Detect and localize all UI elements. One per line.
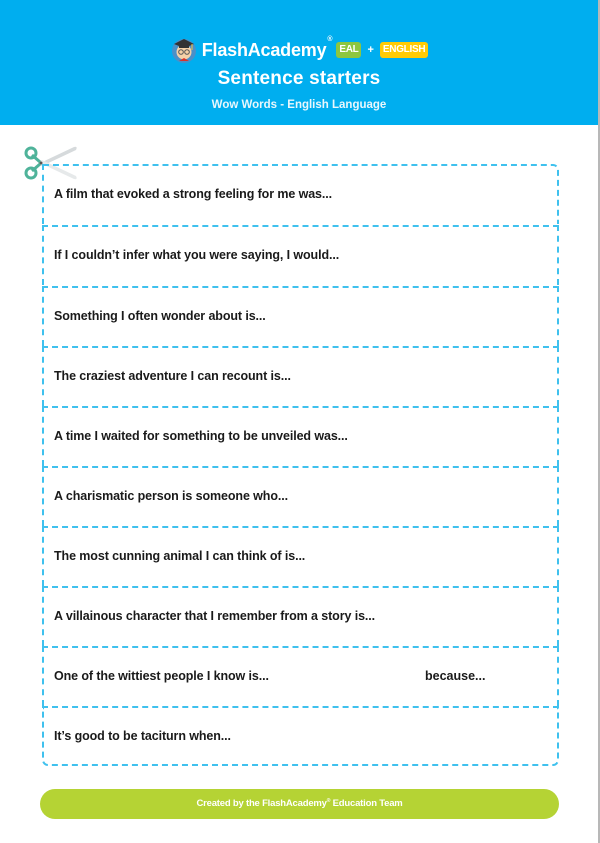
- sentence-strip: [42, 586, 559, 646]
- sentence-strip: [42, 406, 559, 466]
- footer-credit-text: Created by the FlashAcademy® Education Team: [196, 798, 403, 810]
- sentence-starter-text: Something I often wonder about is...: [54, 309, 266, 323]
- sentence-starter-text: A time I waited for something to be unveiled was...: [54, 429, 348, 443]
- sentence-starter-text: The most cunning animal I can think of is...: [54, 549, 306, 563]
- sentence-starter-text: If I couldn’t infer what you were saying, I would...: [54, 248, 340, 262]
- sentence-strip: [42, 526, 559, 586]
- sentence-starter-text: A villainous character that I remember from a story is...: [54, 609, 376, 623]
- sentence-starter-text: The craziest adventure I can recount is...: [54, 369, 291, 383]
- sentence-strip: [42, 225, 559, 285]
- sentence-strip: [42, 646, 559, 706]
- sentence-starter-text: It’s good to be taciturn when...: [54, 729, 231, 743]
- brand-name: FlashAcademy®: [201, 35, 333, 60]
- graduate-avatar-icon: [170, 36, 198, 64]
- eal-badge: EAL: [336, 42, 361, 58]
- page-subtitle: Wow Words - English Language: [211, 99, 387, 111]
- sentence-continuation-text: because...: [425, 669, 486, 683]
- english-badge: ENGLISH: [380, 42, 428, 58]
- sentence-strip: [42, 164, 559, 224]
- sentence-starter-text: One of the wittiest people I know is...: [54, 669, 269, 683]
- sentence-starter-text: A film that evoked a strong feeling for me was...: [54, 187, 333, 201]
- sentence-strip: [42, 286, 559, 346]
- footer-credit-bar: [40, 789, 559, 819]
- badge-separator: +: [367, 44, 374, 56]
- page-header: [0, 0, 598, 125]
- sentence-strip: [42, 346, 559, 406]
- sentence-starter-cut-strips: [42, 164, 559, 766]
- page-title: Sentence starters: [217, 68, 381, 89]
- sentence-starter-text: A charismatic person is someone who...: [54, 489, 288, 503]
- sentence-strip: [42, 466, 559, 526]
- sentence-strip: [42, 706, 559, 766]
- brand-logo-row: [0, 36, 598, 64]
